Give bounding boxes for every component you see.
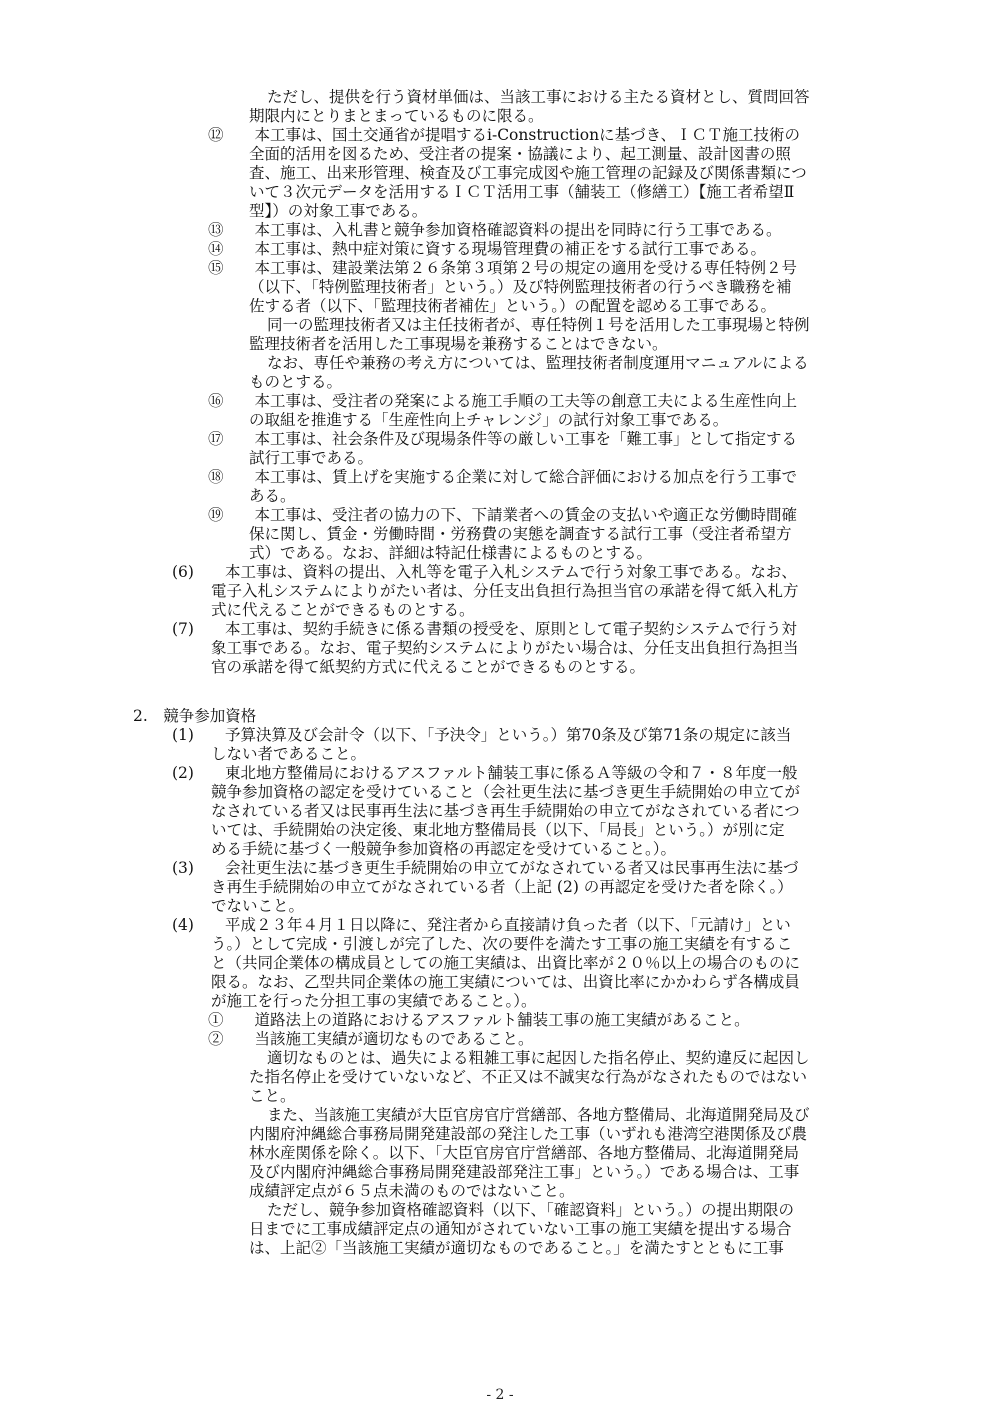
text-line: ⑫ 本工事は、国土交通省が提唱するi-Constructionに基づき、ＩＣＴ施工技術の	[208, 126, 801, 144]
text-line: (7) 本工事は、契約手続きに係る書類の授受を、原則として電子契約システムで行う対	[172, 620, 797, 638]
text-line: 保に関し、賃金・労働時間・労務費の実態を調査する試行工事（受注者希望方	[249, 525, 792, 543]
text-line: 全面的活用を図るため、受注者の提案・協議により、起工測量、設計図書の照	[249, 145, 791, 163]
text-line: 佐する者（以下、「監理技術者補佐」という。）の配置を認める工事である。	[249, 297, 777, 315]
text-line: 林水産関係を除く。以下、「大臣官房官庁営繕部、各地方整備局、北海道開発局	[249, 1144, 799, 1162]
page-number: - 2 -	[486, 1387, 514, 1403]
text-line: ⑱ 本工事は、賃上げを実施する企業に対して総合評価における加点を行う工事で	[208, 468, 798, 486]
text-line: 象工事である。なお、電子契約システムによりがたい場合は、分任支出負担行為担当	[211, 639, 799, 657]
text-line: こと。	[249, 1087, 296, 1105]
text-line: た指名停止を受けていないなど、不正又は不誠実な行為がなされたものではない	[249, 1068, 808, 1086]
text-line: う。）として完成・引渡しが完了した、次の要件を満たす工事の施工実績を有するこ	[211, 935, 793, 953]
text-line: 内閣府沖縄総合事務局開発建設部の発注した工事（いずれも港湾空港関係及び農	[249, 1125, 808, 1143]
text-line: 式）である。なお、詳細は特記仕様書によるものとする。	[249, 544, 653, 562]
text-line: ⑬ 本工事は、入札書と競争参加資格確認資料の提出を同時に行う工事である。	[208, 221, 782, 239]
text-line: 競争参加資格の認定を受けていること（会社更生法に基づき更生手続開始の申立てが	[211, 783, 801, 801]
text-line: 試行工事である。	[249, 449, 374, 467]
document-body	[0, 88, 1000, 1258]
text-line: （以下、「特例監理技術者」という。）及び特例監理技術者の行うべき職務を補	[249, 278, 792, 296]
text-line: める手続に基づく一般競争参加資格の再認定を受けていること。）。	[211, 840, 677, 858]
text-line: 適切なものとは、過失による粗雑工事に起因した指名停止、契約違反に起因し	[267, 1049, 810, 1067]
text-line: (6) 本工事は、資料の提出、入札等を電子入札システムで行う対象工事である。なお、	[172, 563, 797, 581]
section-gap	[0, 677, 1000, 707]
text-line: ただし、競争参加資格確認資料（以下、「確認資料」という。）の提出期限の	[267, 1201, 795, 1219]
text-line: (4) 平成２３年４月１日以降に、発注者から直接請け負った者（以下、「元請け」とい	[172, 916, 791, 934]
text-line: 及び内閣府沖縄総合事務局開発建設部発注工事」という。）である場合は、工事	[249, 1163, 800, 1181]
text-line: 2. 競争参加資格	[133, 707, 257, 725]
text-line: ① 道路法上の道路におけるアスファルト舗装工事の施工実績があること。	[208, 1011, 750, 1029]
text-line: 期限内にとりまとまっているものに限る。	[249, 107, 544, 125]
text-line: が施工を行った分担工事の実績であること。）。	[211, 992, 537, 1010]
text-line: ⑮ 本工事は、建設業法第２６条第３項第２号の規定の適用を受ける専任特例２号	[208, 259, 798, 277]
text-line: の取組を推進する「生産性向上チャレンジ」の試行対象工事である。	[249, 411, 729, 429]
text-line: しない者であること。	[211, 745, 367, 763]
text-line: 日までに工事成績評定点の通知がされていない工事の施工実績を提出する場合	[249, 1220, 792, 1238]
text-line: 電子入札システムによりがたい者は、分任支出負担行為担当官の承諾を得て紙入札方	[211, 582, 799, 600]
text-line: ある。	[249, 487, 296, 505]
text-line: ⑯ 本工事は、受注者の発案による施工手順の工夫等の創意工夫による生産性向上	[208, 392, 798, 410]
text-line: 限る。なお、乙型共同企業体の施工実績については、出資比率にかかわらず各構成員	[211, 973, 800, 991]
text-line: き再生手続開始の申立てがなされている者（上記 (2) の再認定を受けた者を除く。）	[211, 878, 793, 896]
text-line: いて３次元データを活用するＩＣＴ活用工事（舗装工（修繕工）【施工者希望Ⅱ	[249, 183, 795, 201]
text-line: (3) 会社更生法に基づき更生手続開始の申立てがなされている者又は民事再生法に基づ	[172, 859, 799, 877]
text-line: (1) 予算決算及び会計令（以下、「予決令」という。）第70条及び第71条の規定に該当	[172, 726, 792, 744]
text-line: ⑲ 本工事は、受注者の協力の下、下請業者への賃金の支払いや適正な労働時間確	[208, 506, 798, 524]
text-line: 成績評定点が６５点未満のものではないこと。	[249, 1182, 575, 1200]
text-line: ② 当該施工実績が適切なものであること。	[208, 1030, 534, 1048]
text-line: (2) 東北地方整備局におけるアスファルト舗装工事に係るＡ等級の令和７・８年度一般	[172, 764, 798, 782]
text-line: また、当該施工実績が大臣官房官庁営繕部、各地方整備局、北海道開発局及び	[267, 1106, 810, 1124]
text-line: 型】）の対象工事である。	[249, 202, 428, 220]
text-line: は、上記②「当該施工実績が適切なものであること。」を満たすとともに工事	[249, 1239, 784, 1257]
text-line: と（共同企業体の構成員としての施工実績は、出資比率が２０％以上の場合のものに	[211, 954, 801, 972]
text-line: ものとする。	[249, 373, 343, 391]
text-line: いては、手続開始の決定後、東北地方整備局長（以下、「局長」という。）が別に定	[211, 821, 785, 839]
text-line: 官の承諾を得て紙契約方式に代えることができるものとする。	[211, 658, 646, 676]
text-line: なされている者又は民事再生法に基づき再生手続開始の申立てがなされている者につ	[211, 802, 800, 820]
text-line: 監理技術者を活用した工事現場を兼務することはできない。	[249, 335, 668, 353]
text-line: ⑰ 本工事は、社会条件及び現場条件等の厳しい工事を「難工事」として指定する	[208, 430, 798, 448]
text-line: なお、専任や兼務の考え方については、監理技術者制度運用マニュアルによる	[267, 354, 809, 372]
text-line: 同一の監理技術者又は主任技術者が、専任特例１号を活用した工事現場と特例	[267, 316, 810, 334]
text-line: ⑭ 本工事は、熱中症対策に資する現場管理費の補正をする試行工事である。	[208, 240, 767, 258]
text-line: 査、施工、出来形管理、検査及び工事完成図や施工管理の記録及び関係書類につ	[249, 164, 807, 182]
text-line: でないこと。	[211, 897, 305, 915]
text-line: 式に代えることができるものとする。	[211, 601, 475, 619]
text-line: ただし、提供を行う資材単価は、当該工事における主たる資材とし、質問回答	[267, 88, 810, 106]
